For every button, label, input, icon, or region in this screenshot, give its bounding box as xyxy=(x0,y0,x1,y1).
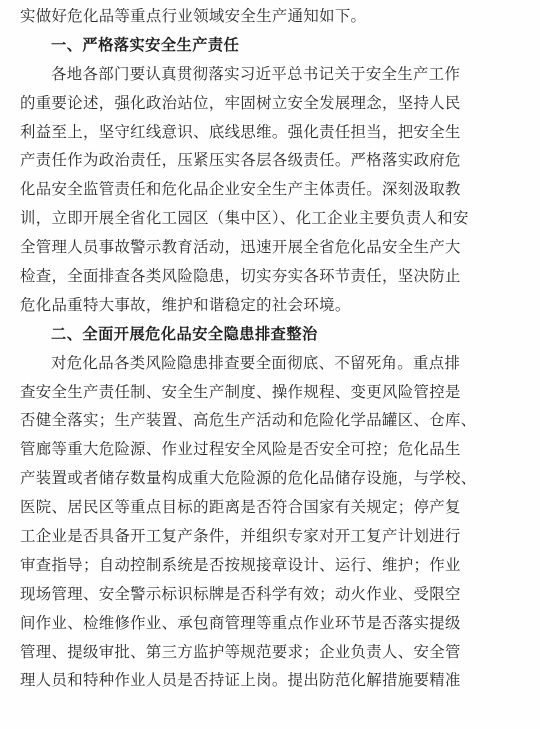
section-2-line: 工企业是否具备开工复产条件，并组织专家对开工复产计划进行 xyxy=(20,527,461,546)
section-2-line: 产装置或者储存数量构成重大危险源的危化品储存设施，与学校、 xyxy=(20,469,477,488)
section-1-line: 的重要论述，强化政治站位，牢固树立安全发展理念，坚持人民 xyxy=(20,93,461,112)
section-2-line: 管廊等重大危险源、作业过程安全风险是否安全可控；危化品生 xyxy=(20,440,461,459)
section-1-line: 化品安全监管责任和危化品企业安全生产主体责任。深刻汲取教 xyxy=(20,180,461,199)
section-1-body xyxy=(20,60,528,320)
intro-line: 实做好危化品等重点行业领域安全生产通知如下。 xyxy=(20,7,367,25)
section-2-line: 间作业、检维修作业、承包商管理等重点作业环节是否落实提级 xyxy=(20,613,461,632)
section-1-heading: 一、严格落实安全生产责任 xyxy=(51,35,240,54)
section-2-line: 查安全生产责任制、安全生产制度、操作规程、变更风险管控是 xyxy=(20,382,461,401)
section-2-line: 审查指导；自动控制系统是否按规接章设计、运行、维护；作业 xyxy=(20,555,461,574)
section-1-line: 各地各部门要认真贯彻落实习近平总书记关于安全生产工作 xyxy=(51,64,461,83)
section-2-body xyxy=(20,349,528,696)
section-2-line: 医院、居民区等重点目标的距离是否符合国家有关规定；停产复 xyxy=(20,498,461,517)
section-2-line: 否健全落实；生产装置、高危生产活动和危险化学品罐区、仓库、 xyxy=(20,411,477,430)
section-1-line: 检查，全面排查各类风险隐患，切实夯实各环节责任，坚决防止 xyxy=(20,267,461,286)
section-1-line: 产责任作为政治责任，压紧压实各层各级责任。严格落实政府危 xyxy=(20,151,461,170)
section-1-line: 危化品重特大事故，维护和谐稳定的社会环境。 xyxy=(20,295,351,314)
section-2-line: 管理、提级审批、第三方监护等规范要求；企业负责人、安全管 xyxy=(20,642,461,661)
document-body xyxy=(20,2,528,695)
section-1-line: 训，立即开展全省化工园区（集中区）、化工企业主要负责人和安 xyxy=(20,209,469,228)
section-2-line: 现场管理、安全警示标识标牌是否科学有效；动火作业、受限空 xyxy=(20,584,461,603)
section-2-line: 理人员和特种作业人员是否持证上岗。提出防范化解措施要精准 xyxy=(20,671,461,690)
section-2-heading: 二、全面开展危化品安全隐患排查整治 xyxy=(51,324,318,343)
section-2-line: 对危化品各类风险隐患排查要全面彻底、不留死角。重点排 xyxy=(51,353,461,372)
section-1-line: 利益至上，坚守红线意识、底线思维。强化责任担当，把安全生 xyxy=(20,122,461,141)
section-1-line: 全管理人员事故警示教育活动，迅速开展全省危化品安全生产大 xyxy=(20,238,461,257)
